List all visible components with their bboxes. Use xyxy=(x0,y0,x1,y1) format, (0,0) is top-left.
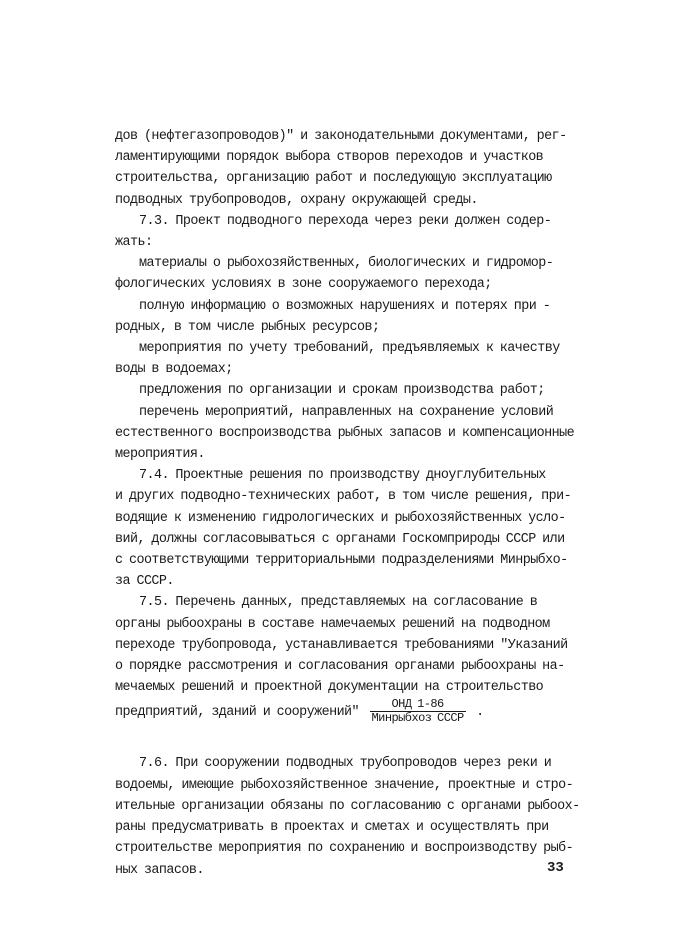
text-line-with-fraction xyxy=(115,698,580,725)
text-line: переходе трубопровода, устанавливается требованиями "Указаний xyxy=(115,637,568,653)
text-line: естественного воспроизводства рыбных запасов и компенсационные xyxy=(115,425,575,441)
section-7-4-line: 7.4. Проектные решения по производству дноуглубительных xyxy=(139,468,546,484)
document-body xyxy=(115,126,580,881)
text-line: родных, в том числе рыбных ресурсов; xyxy=(115,319,380,335)
text-line: с соответствующими территориальными подразделениями Минрыбхо- xyxy=(115,553,568,569)
sentence-end: . xyxy=(476,705,484,721)
text-line: ных запасов. xyxy=(115,862,204,878)
text-line: водящие к изменению гидрологических и рыбохозяйственных усло- xyxy=(115,510,566,526)
text-line: и других подводно-технических работ, в том числе решения, при- xyxy=(115,489,572,505)
section-7-6-line: 7.6. При сооружении подводных трубопроводов через реки и xyxy=(139,756,552,772)
text-line: за СССР. xyxy=(115,574,174,590)
text-line: жать: xyxy=(115,235,153,251)
text-line: органы рыбоохраны в составе намечаемых решений на подводном xyxy=(115,616,550,632)
page-number: 33 xyxy=(547,860,564,876)
text-line: полную информацию о возможных нарушениях и потерях при - xyxy=(139,298,551,314)
text-line: воды в водоемах; xyxy=(115,362,233,378)
paragraph-gap xyxy=(115,725,580,753)
text-line: фологических условиях в зоне сооружаемого перехода; xyxy=(115,277,492,293)
text-line: дов (нефтегазопроводов)" и законодательными документами, рег- xyxy=(115,129,567,144)
fraction-numerator: ОНД 1-86 xyxy=(370,698,466,712)
text-line: мероприятия. xyxy=(115,447,205,463)
text-line: о порядке рассмотрения и согласования органами рыбоохраны на- xyxy=(115,659,565,675)
text-line: строительства, организацию работ и последующую эксплуатацию xyxy=(115,171,552,187)
text-line: ламентирующими порядок выбора створов переходов и участков xyxy=(115,150,544,166)
section-7-3-line: 7.3. Проект подводного перехода через реки должен содер- xyxy=(139,213,552,229)
text-line: материалы о рыбохозяйственных, биологических и гидромор- xyxy=(139,256,554,272)
text-line: ительные организации обязаны по согласованию с органами рыбоох- xyxy=(115,798,580,814)
text-line: мечаемых решений и проектной документации на строительство xyxy=(115,680,544,696)
text-line: вий, должны согласовываться с органами Госкомприроды СССР или xyxy=(115,531,565,547)
text-line: строительстве мероприятия по сохранению и воспроизводству рыб- xyxy=(115,841,574,857)
text-segment: предприятий, зданий и сооружений" xyxy=(115,705,360,721)
text-line: предложения по организации и срокам производства работ; xyxy=(139,383,545,399)
text-line: перечень мероприятий, направленных на сохранение условий xyxy=(139,404,554,420)
text-line: подводных трубопроводов, охрану окружающей среды. xyxy=(115,192,478,208)
section-7-5-line: 7.5. Перечень данных, представляемых на согласование в xyxy=(139,595,538,611)
text-line: мероприятия по учету требований, предъявляемых к качеству xyxy=(139,341,560,357)
reference-fraction xyxy=(370,698,466,725)
text-line: раны предусматривать в проектах и сметах и осуществлять при xyxy=(115,820,549,836)
text-line: водоемы, имеющие рыбохозяйственное значение, проектные и стро- xyxy=(115,777,574,793)
fraction-denominator: Минрыбхоз СССР xyxy=(371,711,464,726)
